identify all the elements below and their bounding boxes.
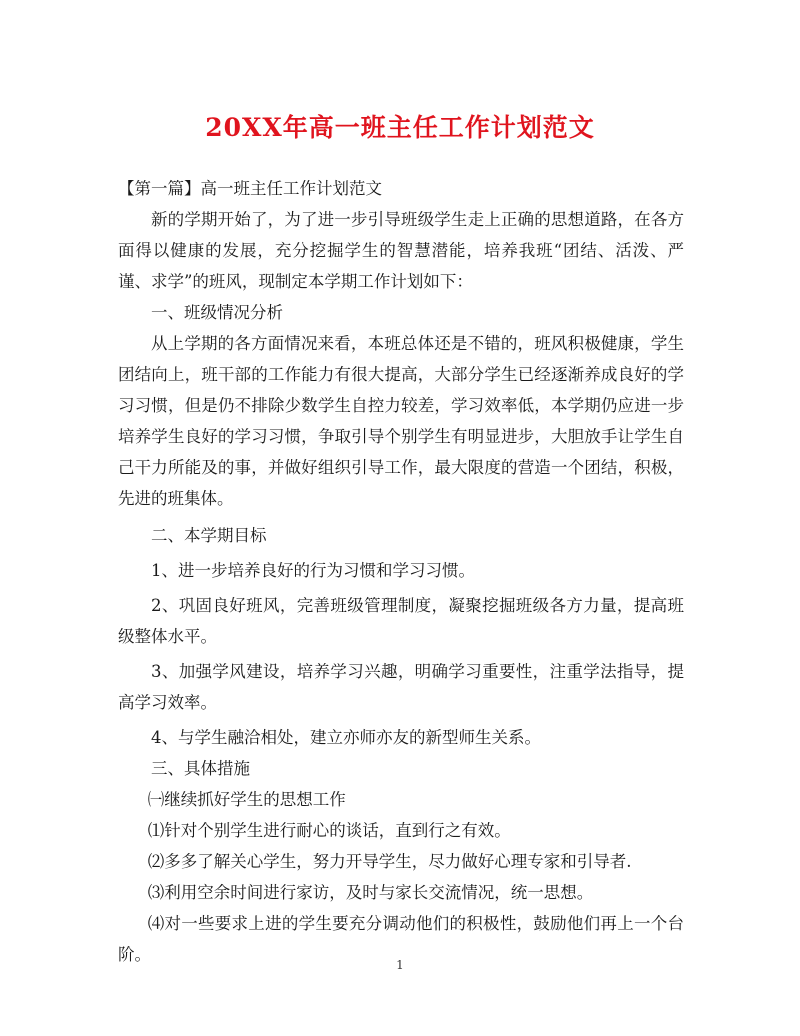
paragraph-intro: 新的学期开始了，为了进一步引导班级学生走上正确的思想道路，在各方面得以健康的发展，充分挖掘学生的智慧潜能，培养我班“团结、活泼、严谨、求学”的班风，现制定本学期工作计划如下： (118, 210, 684, 291)
section-heading-measures: 三、具体措施 (151, 759, 250, 778)
measure-item-3: ⑶利用空余时间进行家访，及时与家长交流情况，统一思想。 (147, 883, 594, 902)
section-heading-class-analysis: 一、班级情况分析 (151, 303, 283, 322)
goal-item-4: 4、与学生融洽相处，建立亦师亦友的新型师生关系。 (151, 728, 541, 747)
section-heading-first: 【第一篇】高一班主任工作计划范文 (118, 179, 382, 198)
document-body (118, 173, 684, 970)
goal-item-3: 3、加强学风建设，培养学习兴趣，明确学习重要性，注重学法指导，提高学习效率。 (118, 662, 684, 712)
document-title: 20XX年高一班主任工作计划范文 (205, 113, 595, 142)
measure-subheading-1: ㈠继续抓好学生的思想工作 (147, 790, 346, 809)
section-heading-goals: 二、本学期目标 (151, 526, 267, 545)
paragraph-class-analysis: 从上学期的各方面情况来看，本班总体还是不错的，班风积极健康，学生团结向上，班干部的工作能力有很大提高，大部分学生已经逐渐养成良好的学习习惯，但是仍不排除少数学生自控力较差，学习效率低，本学期仍应进一步培养学生良好的学习习惯，争取引导个别学生有明显进步，大胆放手让学生自己干力所能及的事，并做好组织引导工作，最大限度的营造一个团结，积极，先进的班集体。 (118, 334, 684, 508)
measure-item-4: ⑷对一些要求上进的学生要充分调动他们的积极性，鼓励他们再上一个台阶。 (118, 914, 684, 964)
measure-item-2: ⑵多多了解关心学生，努力开导学生，尽力做好心理专家和引导者. (147, 852, 632, 871)
measure-item-1: ⑴针对个别学生进行耐心的谈话，直到行之有效。 (147, 821, 511, 840)
goal-item-2: 2、巩固良好班风，完善班级管理制度，凝聚挖掘班级各方力量，提高班级整体水平。 (118, 596, 684, 646)
goal-item-1: 1、进一步培养良好的行为习惯和学习习惯。 (151, 561, 475, 580)
page-number: 1 (396, 958, 404, 972)
